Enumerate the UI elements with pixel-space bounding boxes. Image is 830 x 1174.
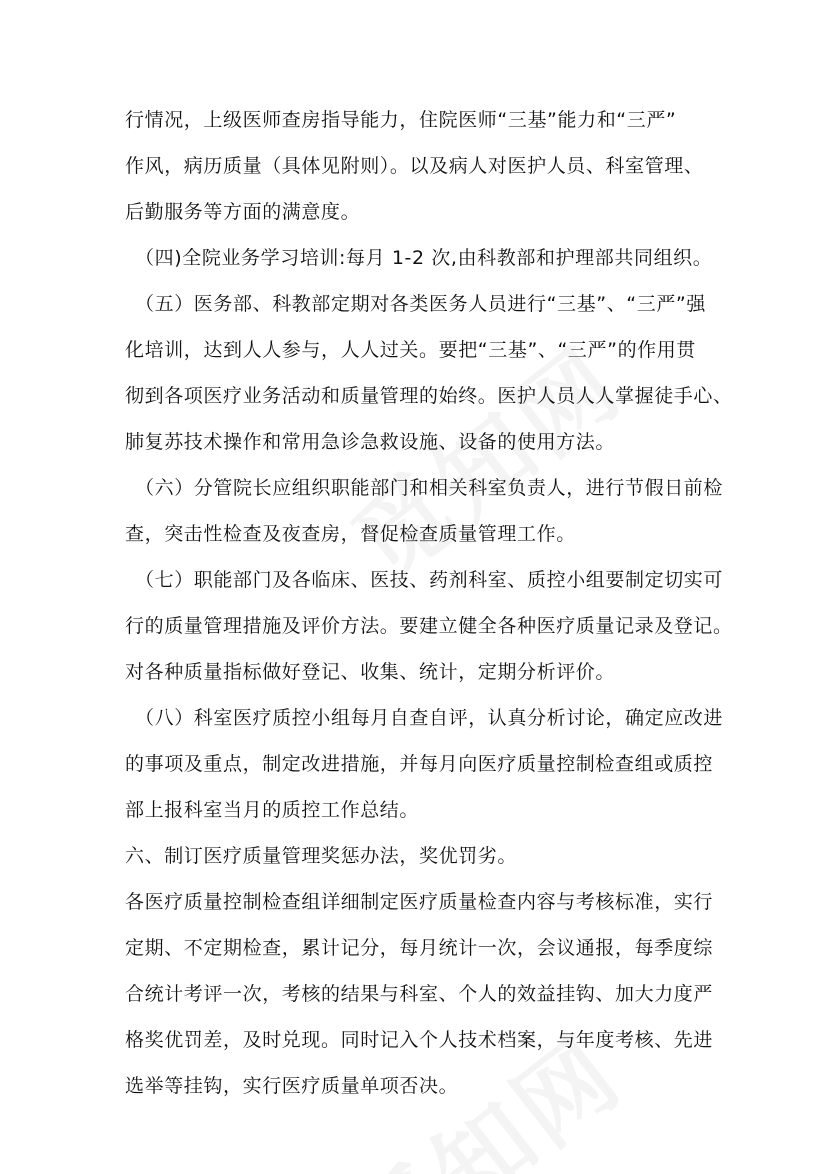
text-line: （七）职能部门及各临床、医技、药剂科室、质控小组要制定切实可 [135,569,724,591]
text-line: 各医疗质量控制检查组详细制定医疗质量检查内容与考核标准，实行 [125,891,714,913]
text-line: 部上报科室当月的质控工作总结。 [125,799,420,821]
text-line: （四)全院业务学习培训:每月 1-2 次,由科教部和护理部共同组织。 [135,247,713,269]
section-heading: 六、制订医疗质量管理奖惩办法，奖优罚劣。 [125,845,518,867]
text-line: （六）分管院长应组织职能部门和相关科室负责人，进行节假日前检 [135,477,724,499]
document-body [125,97,733,1109]
text-line: （八）科室医疗质控小组每月自查自评，认真分析讨论，确定应改进 [135,707,724,729]
text-line: 对各种质量指标做好登记、收集、统计，定期分析评价。 [125,661,616,683]
text-line: 行的质量管理措施及评价方法。要建立健全各种医疗质量记录及登记。 [125,615,733,637]
text-line: 化培训，达到人人参与，人人过关。要把“三基”、“三严”的作用贯 [125,339,696,361]
text-line: 定期、不定期检查，累计记分，每月统计一次，会议通报，每季度综 [125,937,714,959]
text-line: （五）医务部、科教部定期对各类医务人员进行“三基”、“三严”强 [135,293,706,315]
text-line: 选举等挂钩，实行医疗质量单项否决。 [125,1075,459,1097]
text-line: 的事项及重点，制定改进措施，并每月向医疗质量控制检查组或质控 [125,753,714,775]
text-line: 合统计考评一次，考核的结果与科室、个人的效益挂钩、加大力度严 [125,983,714,1005]
text-line: 肺复苏技术操作和常用急诊急救设施、设备的使用方法。 [125,431,616,453]
text-line: 行情况，上级医师查房指导能力，住院医师“三基”能力和“三严” [125,109,677,131]
text-line: 查，突击性检查及夜查房，督促检查质量管理工作。 [125,523,576,545]
text-line: 彻到各项医疗业务活动和质量管理的始终。医护人员人人掌握徒手心、 [125,385,733,407]
text-line: 作风，病历质量（具体见附则）。以及病人对医护人员、科室管理、 [125,155,704,177]
text-line: 后勤服务等方面的满意度。 [125,201,361,223]
text-line: 格奖优罚差，及时兑现。同时记入个人技术档案，与年度考核、先进 [125,1029,714,1051]
